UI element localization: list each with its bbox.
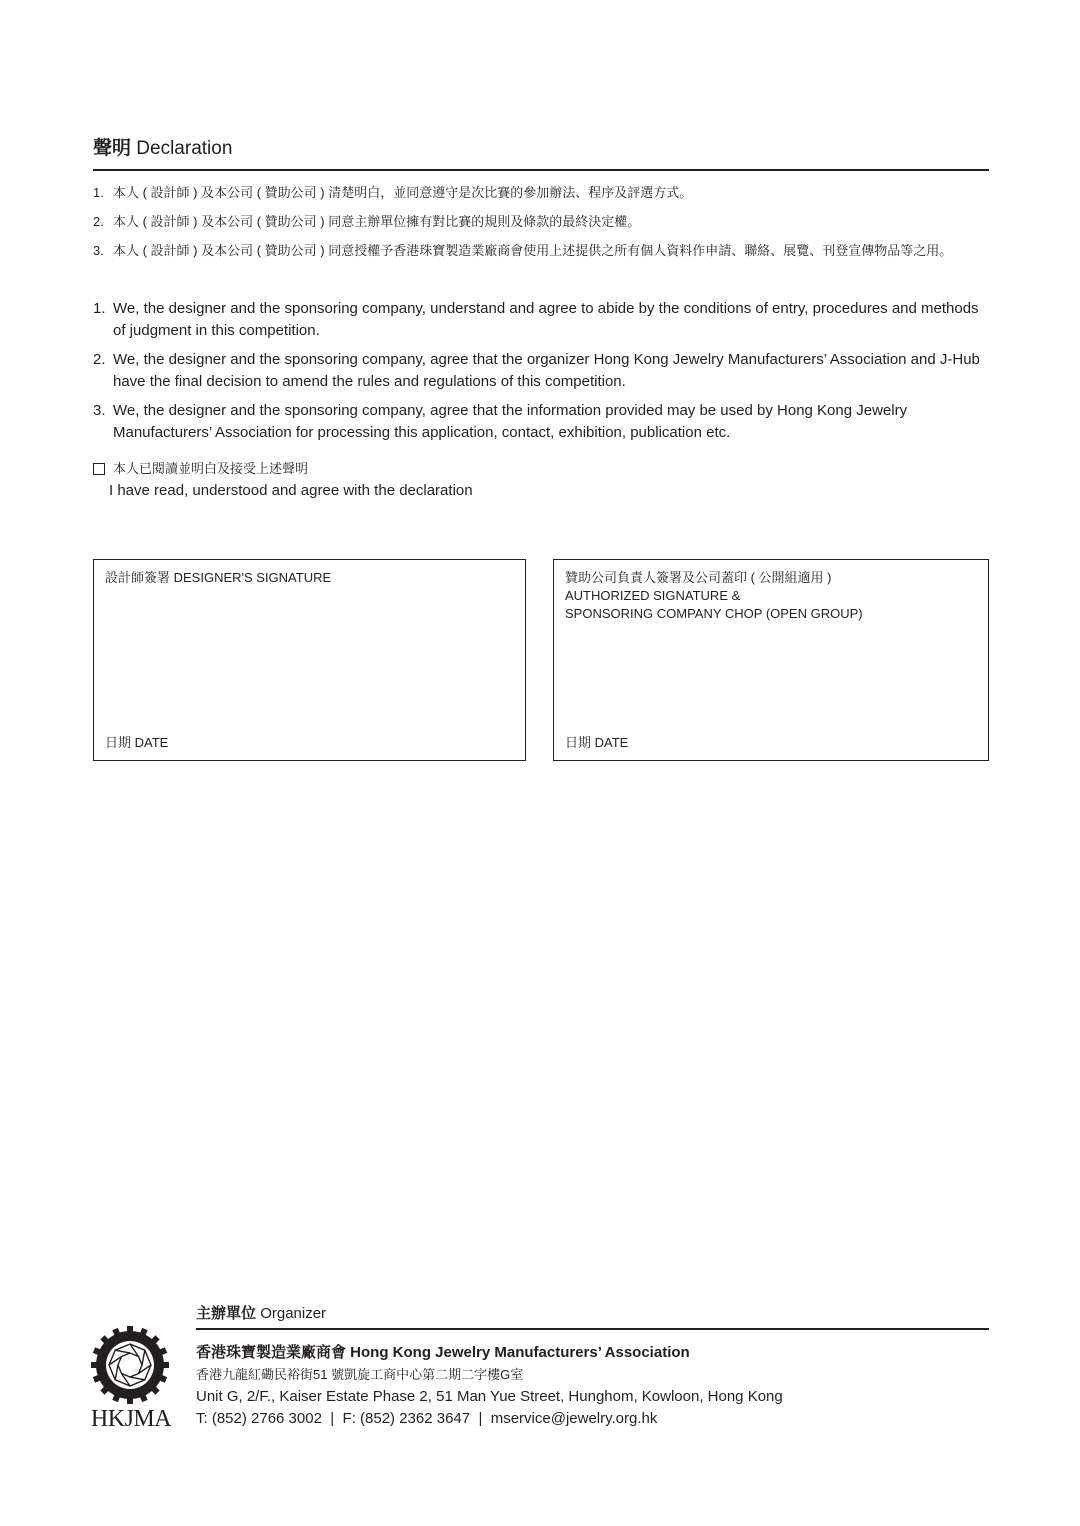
declaration-list-zh xyxy=(93,183,983,270)
item-text: 本人 ( 設計師 ) 及本公司 ( 贊助公司 ) 清楚明白，並同意遵守是次比賽的參加辦法、程序及評選方式。 xyxy=(113,185,693,200)
declaration-item-en-1 xyxy=(93,298,983,342)
declaration-title xyxy=(93,133,232,160)
organizer-title xyxy=(196,1302,326,1323)
logo-wordmark: HKJMA xyxy=(90,1406,172,1432)
consent-row xyxy=(93,459,473,479)
declaration-item-zh-2 xyxy=(93,212,983,232)
organizer-divider xyxy=(196,1328,989,1330)
item-number: 1. xyxy=(93,185,104,200)
declaration-title-zh: 聲明 xyxy=(93,138,132,159)
item-number: 1. xyxy=(93,300,106,317)
consent-checkbox[interactable] xyxy=(93,463,105,475)
contact-separator: | xyxy=(330,1410,335,1427)
item-text: 本人 ( 設計師 ) 及本公司 ( 贊助公司 ) 同意授權予香港珠寶製造業廠商會使用上述提供之所有個人資料作申請、聯絡、展覽、刊登宣傳物品等之用。 xyxy=(113,243,953,258)
sponsor-label-line-2: AUTHORIZED SIGNATURE & xyxy=(565,588,741,603)
declaration-item-en-2 xyxy=(93,349,983,393)
organizer-name: 香港珠寶製造業廠商會 Hong Kong Jewelry Manufacturers’ Association xyxy=(196,1344,690,1361)
item-number: 2. xyxy=(93,351,106,368)
designer-date-label: 日期 DATE xyxy=(105,735,169,750)
consent-label-en: I have read, understood and agree with the declaration xyxy=(109,482,473,499)
organizer-address-en: Unit G, 2/F., Kaiser Estate Phase 2, 51 Man Yue Street, Hunghom, Kowloon, Hong Kong xyxy=(196,1388,783,1405)
item-text: We, the designer and the sponsoring company, agree that the organizer Hong Kong Jewelry Manufacturers’ Association and J-Hub have the final decision to amend the rules and regulations of this competition. xyxy=(113,351,980,390)
declaration-item-zh-3 xyxy=(93,241,983,261)
sponsor-label-line-1: 贊助公司負責人簽署及公司蓋印 ( 公開組適用 ) xyxy=(565,570,832,585)
contact-separator: | xyxy=(478,1410,483,1427)
organizer-fax: F: (852) 2362 3647 xyxy=(342,1410,471,1427)
sponsor-signature-label xyxy=(565,569,863,623)
item-text: We, the designer and the sponsoring company, understand and agree to abide by the conditions of entry, procedures and methods of judgment in this competition. xyxy=(113,300,979,339)
declaration-item-zh-1 xyxy=(93,183,983,203)
item-number: 3. xyxy=(93,243,104,258)
hkjma-logo xyxy=(88,1326,174,1434)
organizer-address-zh: 香港九龍紅磡民裕街51 號凱旋工商中心第二期二字樓G室 xyxy=(196,1367,524,1382)
gear-gem-logo-icon xyxy=(91,1326,169,1404)
title-divider xyxy=(93,169,989,171)
organizer-info xyxy=(196,1342,783,1430)
item-text: 本人 ( 設計師 ) 及本公司 ( 贊助公司 ) 同意主辦單位擁有對比賽的規則及條款的最終決定權。 xyxy=(113,214,641,229)
sponsor-signature-box[interactable] xyxy=(553,559,989,761)
designer-signature-box[interactable] xyxy=(93,559,526,761)
declaration-item-en-3 xyxy=(93,400,983,444)
organizer-phone: T: (852) 2766 3002 xyxy=(196,1410,322,1427)
sponsor-date-label: 日期 DATE xyxy=(565,735,629,750)
designer-signature-label: 設計師簽署 DESIGNER'S SIGNATURE xyxy=(105,570,332,585)
declaration-list-en xyxy=(93,298,983,451)
sponsor-label-line-3: SPONSORING COMPANY CHOP (OPEN GROUP) xyxy=(565,606,863,621)
organizer-contact xyxy=(196,1408,783,1430)
item-number: 2. xyxy=(93,214,104,229)
item-number: 3. xyxy=(93,402,106,419)
declaration-title-en: Declaration xyxy=(136,138,233,159)
consent-block xyxy=(93,459,473,503)
organizer-title-zh: 主辦單位 xyxy=(196,1305,257,1322)
item-text: We, the designer and the sponsoring company, agree that the information provided may be used by Hong Kong Jewelry Manufacturers’ Association for processing this application, contact, exhibition, publication etc. xyxy=(113,402,908,441)
organizer-email-link[interactable]: mservice@jewelry.org.hk xyxy=(490,1410,658,1427)
consent-label-zh: 本人已閱讀並明白及接受上述聲明 xyxy=(113,461,309,476)
organizer-title-en: Organizer xyxy=(260,1305,327,1322)
